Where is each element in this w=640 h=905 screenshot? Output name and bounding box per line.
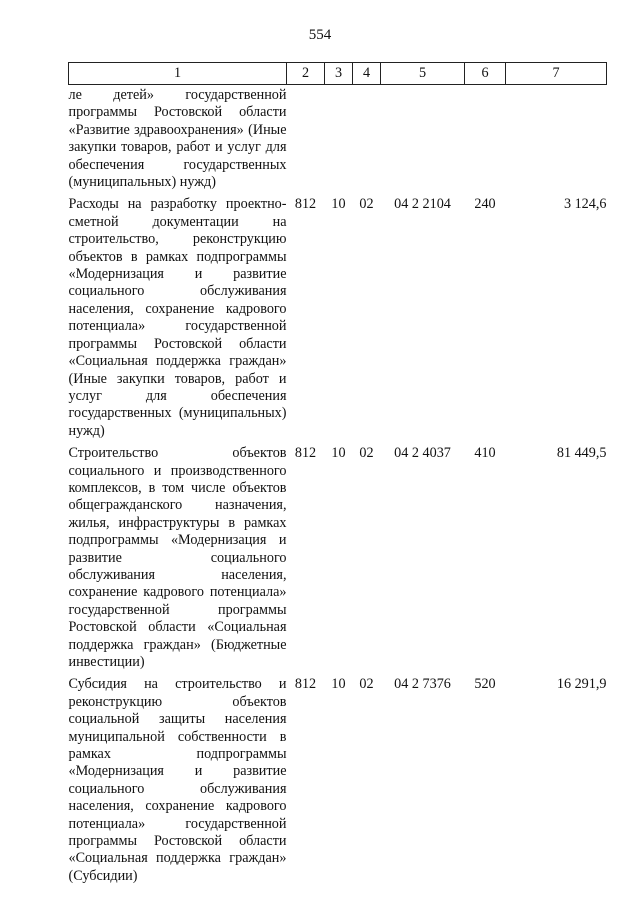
row-target-article: 04 2 2104 xyxy=(394,196,451,213)
row-amount: 3 124,6 xyxy=(563,196,607,213)
row-section-code xyxy=(325,85,353,192)
row-ministry-code xyxy=(287,85,325,192)
row-expense-type xyxy=(465,85,506,192)
row-amount: 81 449,5 xyxy=(556,445,607,462)
row-amount: 16 291,9 xyxy=(556,676,607,693)
row-subsection-code xyxy=(353,85,381,192)
row-ministry-code: 812 xyxy=(294,445,317,462)
row-description: ле детей» государственной программы Ростовской области «Развитие здравоохранения» (Иные закупки товаров, работ и услуг для обеспечения государственных (муниципальных) нужд) xyxy=(68,87,287,191)
row-target-article: 04 2 7376 xyxy=(394,676,451,693)
row-expense-type: 240 xyxy=(474,196,496,213)
row-description: Расходы на разработку проектно-сметной документации на строительство, реконструкцию объектов в рамках подпрограммы «Модернизация и развитие социального обслуживания населения, сохранение кадрового потенциала» государственной программы Ростовской области «Социальная поддержка граждан» (Иные закупки товаров, работ и услуг для обеспечения государственных (муниципальных) нужд) xyxy=(68,196,287,439)
budget-table xyxy=(68,62,607,885)
table-row xyxy=(69,85,607,192)
row-amount xyxy=(506,85,607,192)
page-number: 554 xyxy=(308,27,332,43)
table-header-row xyxy=(69,63,607,85)
row-target-article xyxy=(381,85,465,192)
row-expense-type: 410 xyxy=(474,445,496,462)
row-description: Субсидия на строительство и реконструкцию объектов социальной защиты населения муниципальной собственности в рамках подпрограммы «Модернизация и развитие социального обслуживания населения, сохранение кадрового потенциала» государственной программы Ростовской области «Социальная поддержка граждан» (Субсидии) xyxy=(68,676,287,884)
row-ministry-code: 812 xyxy=(294,196,317,213)
column-header-5: 5 xyxy=(381,63,465,85)
row-section-code: 10 xyxy=(331,676,346,693)
column-header-6: 6 xyxy=(465,63,506,85)
row-subsection-code: 02 xyxy=(359,445,374,462)
column-header-7: 7 xyxy=(506,63,607,85)
row-subsection-code: 02 xyxy=(359,676,374,693)
column-header-2: 2 xyxy=(287,63,325,85)
row-section-code: 10 xyxy=(331,445,346,462)
row-target-article: 04 2 4037 xyxy=(394,445,451,462)
column-header-1: 1 xyxy=(69,63,287,85)
table-row xyxy=(69,671,607,885)
row-description: Строительство объектов социального и производственного комплексов, в том числе объектов общегражданского назначения, жилья, инфраструктуры в рамках подпрограммы «Модернизация и развитие социального обслуживания населения, сохранение кадрового потенциала» государственной программы Ростовской области «Социальная поддержка граждан» (Бюджетные инвестиции) xyxy=(68,445,287,670)
row-section-code: 10 xyxy=(331,196,346,213)
table-row xyxy=(69,191,607,440)
column-header-4: 4 xyxy=(353,63,381,85)
row-subsection-code: 02 xyxy=(359,196,374,213)
row-expense-type: 520 xyxy=(474,676,496,693)
table-row xyxy=(69,440,607,671)
row-ministry-code: 812 xyxy=(294,676,317,693)
column-header-3: 3 xyxy=(325,63,353,85)
